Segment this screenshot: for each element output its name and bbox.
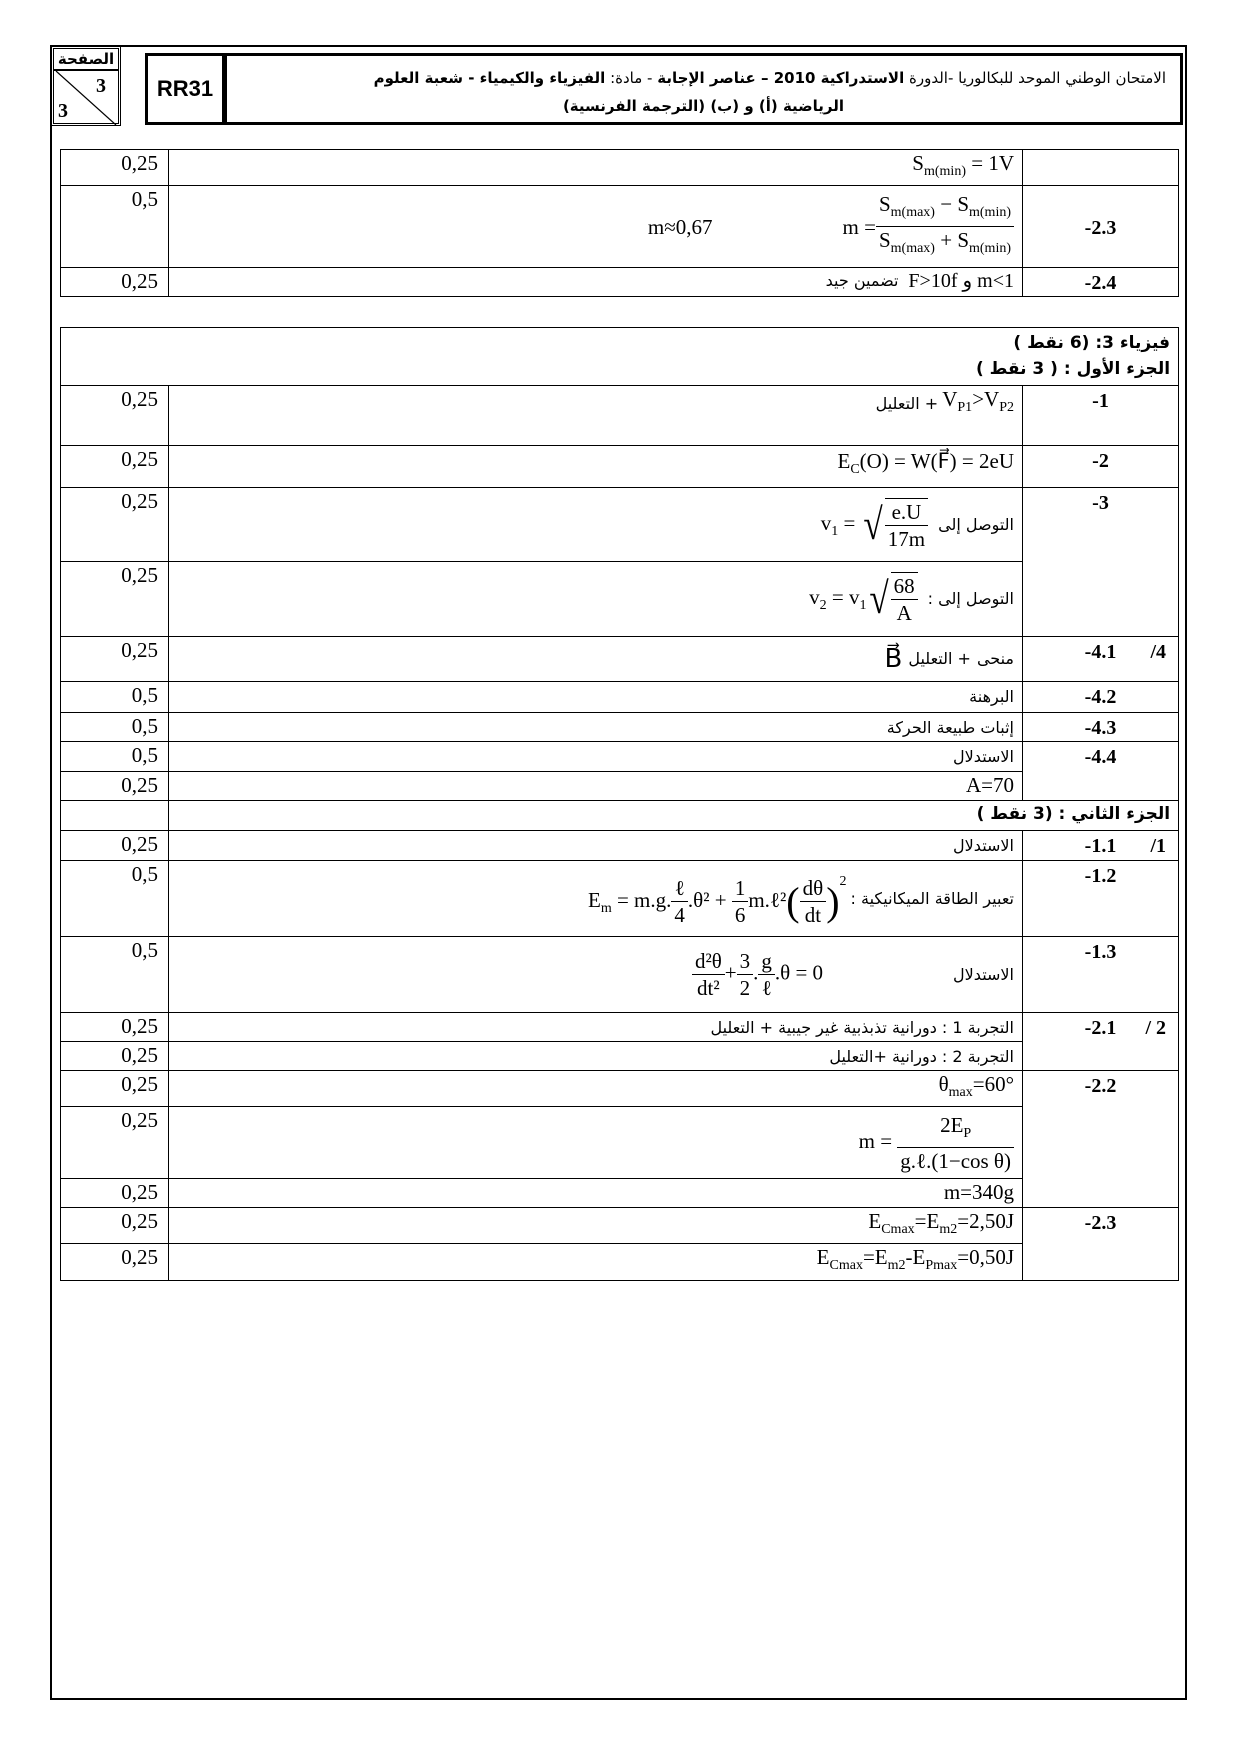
score: 0,25 (61, 1013, 169, 1042)
formula-part: > (972, 387, 985, 411)
table-row (61, 831, 1179, 861)
square-root: √ $\frac{68}{A}$ (867, 572, 918, 626)
answer (169, 446, 1023, 488)
table-row (61, 713, 1179, 742)
formula-part: dθ (800, 875, 827, 902)
formula-part: .θ = 0 (774, 960, 824, 985)
fraction (737, 948, 754, 1001)
formula-part: m(min) (969, 241, 1011, 257)
table-row (61, 1179, 1179, 1208)
formula-part: Cmax (829, 1258, 863, 1274)
title-part: الاستدراكية 2010 – عناصر الإجابة (657, 69, 905, 87)
question-number: -2.3 (1023, 1208, 1179, 1280)
score: 0,25 (61, 562, 169, 637)
question-number: -2.4 (1023, 268, 1179, 297)
formula-part: θ (938, 1072, 949, 1096)
section-title: فيزياء 3: (6 نقط ) (1013, 333, 1171, 353)
part-number: /4 (1150, 641, 1167, 663)
score: 0,25 (61, 1071, 169, 1107)
formula-part: P2 (999, 400, 1014, 416)
formula-part: ℓ (761, 976, 772, 1000)
score: 0,25 (61, 831, 169, 861)
formula-part: 2E (940, 1112, 964, 1137)
title-part: - مادة: (605, 69, 658, 87)
score: 0,25 (61, 386, 169, 446)
formula-part: 2 (839, 873, 847, 889)
answer (169, 831, 1023, 861)
formula-part: m = (858, 1128, 898, 1153)
answer (169, 488, 1023, 562)
question-number-text: -2.1 (1084, 1017, 1117, 1039)
table-row (61, 937, 1179, 1013)
question-number: -4.2 (1023, 682, 1179, 713)
formula-part: 4 (674, 903, 685, 928)
formula-part: E (816, 1245, 830, 1270)
answer-text: التجربة 1 : دورانية تذبذبية غير جيبية + التعليل (710, 1018, 1014, 1037)
formula-part: =E (914, 1209, 940, 1234)
table-row (61, 772, 1179, 801)
title-line2: الرياضية (أ) و (ب) (الترجمة الفرنسية) (562, 97, 845, 115)
question-number: -3 (1023, 488, 1179, 637)
answer-text: تضمين جيد (825, 271, 899, 291)
section-header-row (61, 801, 1179, 831)
answer-text: + التعليل (875, 393, 939, 413)
formula-part: − (934, 192, 958, 216)
formula-part: (O) = W(F⃗) = 2eU (859, 448, 1014, 473)
formula-part: m(min) (969, 205, 1011, 221)
answer (169, 937, 1023, 1013)
score: 0,5 (61, 861, 169, 937)
formula-part: S (957, 192, 969, 216)
formula-part: Cmax (881, 1222, 915, 1238)
formula-part: V (942, 387, 958, 411)
answer-table-1 (60, 149, 1179, 297)
formula-part: 68 (891, 573, 918, 600)
page-number: 3 (96, 75, 106, 97)
answer (169, 1208, 1023, 1244)
formula-part: .θ² + (687, 887, 732, 912)
part-title: الجزء الأول : ( 3 نقط ) (975, 359, 1171, 379)
question-number-text: -1.1 (1084, 835, 1117, 857)
title-part: الفيزياء والكيمياء - شعبة العلوم (373, 69, 606, 87)
answer: m=340g (169, 1179, 1023, 1208)
title-part: الامتحان الوطني الموحد للبكالوريا -الدورة (904, 69, 1166, 87)
formula-part: = v (826, 584, 860, 609)
answer (169, 562, 1023, 637)
answer-text: البرهنة (969, 687, 1014, 706)
table-row (61, 386, 1179, 446)
answer-table-2 (60, 327, 1179, 1281)
formula-part: S (878, 228, 891, 253)
score: 0,5 (61, 682, 169, 713)
formula-part: + (934, 228, 958, 253)
score: 0,25 (61, 772, 169, 801)
fraction (671, 875, 688, 928)
score: 0,25 (61, 150, 169, 186)
score: 0,25 (61, 446, 169, 488)
answer-label: منحى (976, 649, 1014, 668)
score: 0,25 (61, 488, 169, 562)
answer (169, 386, 1023, 446)
formula-part: m = (842, 214, 876, 239)
formula-part: m (600, 900, 612, 916)
table-row (61, 186, 1179, 268)
formula-part: dt² (697, 976, 720, 1000)
score: 0,25 (61, 268, 169, 297)
answer (169, 742, 1023, 772)
fraction (732, 875, 749, 928)
part-title: الجزء الثاني : (3 نقط ) (976, 804, 1171, 824)
score: 0,25 (61, 1179, 169, 1208)
exam-title (223, 53, 1183, 125)
answer (169, 1071, 1023, 1107)
page-label: الصفحة (54, 49, 118, 71)
answer-text: + التعليل (908, 649, 971, 668)
formula-part: m2 (887, 1258, 906, 1274)
answer (169, 150, 1023, 186)
formula-part: 1 (859, 598, 867, 613)
formula-part: g (758, 948, 775, 975)
formula-part: v (820, 510, 832, 535)
formula-part: =2,50J (957, 1209, 1014, 1234)
answer (169, 637, 1023, 682)
formula-part: m.ℓ² (748, 887, 787, 912)
formula-part: 2 (739, 976, 751, 1000)
formula-part: g.ℓ.(1−cos θ) (900, 1148, 1011, 1173)
question-number: -2 (1023, 446, 1179, 488)
formula-part: 3 (737, 948, 754, 975)
fraction (897, 1112, 1014, 1174)
formula-part: m(max) (890, 205, 935, 221)
formula-part: = m.g. (611, 887, 672, 912)
formula-part: d²θ (692, 948, 725, 975)
exam-code: RR31 (145, 53, 225, 125)
formula-part: =60° (972, 1072, 1014, 1096)
question-number: -4.3 (1023, 713, 1179, 742)
table-row (61, 1208, 1179, 1244)
part-number: / 2 (1145, 1017, 1167, 1039)
answer-label: التوصل إلى : (927, 589, 1014, 608)
result: m≈0,67 (647, 214, 713, 239)
formula-part: 17m (887, 526, 926, 551)
score: 0,25 (61, 1208, 169, 1244)
score: 0,25 (61, 1107, 169, 1179)
fraction (800, 875, 827, 928)
formula-part: E (837, 448, 851, 473)
question-number-text: -4.1 (1084, 641, 1117, 663)
formula-part: S (912, 151, 924, 175)
table-row (61, 488, 1179, 562)
table-row (61, 742, 1179, 772)
formula-part: v (809, 584, 820, 609)
part-number: /1 (1150, 835, 1167, 857)
vector-b: B⃗ (884, 644, 903, 673)
table-row (61, 861, 1179, 937)
formula-part: C (850, 462, 860, 477)
square-root: √ $\frac{e.U}{17m}$ (861, 498, 929, 552)
formula-part: 2 (819, 598, 827, 613)
condition: m<1 و F>10f (908, 270, 1014, 293)
formula-part: P (963, 1125, 972, 1141)
table-row (61, 562, 1179, 637)
table-row (61, 268, 1179, 297)
formula-part: 1 (732, 875, 749, 902)
answer (169, 1107, 1023, 1179)
formula-part: e.U (885, 499, 928, 526)
question-number (1023, 1013, 1179, 1071)
fraction (758, 948, 775, 1001)
formula-part: . (753, 960, 759, 985)
fraction (876, 191, 1014, 262)
score: 0,5 (61, 186, 169, 268)
question-number: -1.3 (1023, 937, 1179, 1013)
score: 0,25 (61, 1042, 169, 1071)
answer (169, 268, 1023, 297)
question-number (1023, 637, 1179, 682)
fraction (692, 948, 725, 1001)
formula-part: m2 (939, 1222, 958, 1238)
answer (169, 1013, 1023, 1042)
answer (169, 186, 1023, 268)
table-row (61, 1107, 1179, 1179)
answer-label: التوصل إلى (938, 514, 1014, 534)
score: 0,25 (61, 637, 169, 682)
answer (169, 1042, 1023, 1071)
score: 0,5 (61, 742, 169, 772)
answer-text: إثبات طبيعة الحركة (886, 718, 1014, 737)
formula-part: A (896, 601, 912, 625)
question-number: -4.4 (1023, 742, 1179, 801)
answer (169, 713, 1023, 742)
table-row (61, 1244, 1179, 1280)
formula-part: S (957, 228, 969, 253)
formula-part: -E (905, 1245, 926, 1270)
answer (169, 682, 1023, 713)
answer: A=70 (169, 772, 1023, 801)
answer-text: الاستدلال (953, 836, 1014, 855)
answer-text: التجربة 2 : دورانية +التعليل (829, 1047, 1014, 1066)
formula-part: E (587, 887, 601, 912)
formula-part: 1 (831, 523, 839, 539)
table-row (61, 682, 1179, 713)
formula-part: + (724, 960, 737, 985)
formula-part: S (878, 192, 891, 216)
score: 0,5 (61, 713, 169, 742)
score: 0,5 (61, 937, 169, 1013)
formula-part: E (868, 1209, 882, 1234)
formula-part: P1 (957, 400, 973, 416)
formula-part: m(max) (890, 241, 935, 257)
table-row (61, 150, 1179, 186)
section-header-row (61, 328, 1179, 386)
formula-part: = (838, 510, 861, 535)
table-row (61, 446, 1179, 488)
formula-part: =0,50J (957, 1245, 1014, 1270)
formula-part: dt (804, 903, 822, 928)
page-total: 3 (58, 100, 68, 122)
answer-text: الاستدلال (953, 747, 1014, 766)
answer-label: الاستدلال (953, 964, 1014, 984)
question-number (1023, 150, 1179, 186)
table-row (61, 637, 1179, 682)
formula-part: m(min) (923, 164, 966, 180)
answer: تعبير الطاقة الميكانيكية : $E_m = m.g$. $\frac{\text{ℓ}}{4}$ .θ² + $\frac{1}{6}$ m.ℓ²( $\frac{d\theta}{dt}$ )$^2$ (169, 861, 1023, 937)
score: 0,25 (61, 1244, 169, 1280)
formula-part: Pmax (925, 1258, 958, 1274)
table-row (61, 1042, 1179, 1071)
formula-part: =E (862, 1245, 888, 1270)
question-number (1023, 831, 1179, 861)
table-row (61, 1071, 1179, 1107)
answer-label: تعبير الطاقة الميكانيكية : (850, 888, 1014, 908)
formula-part: V (984, 387, 1000, 411)
formula-part: = 1V (965, 151, 1014, 175)
question-number: -1.2 (1023, 861, 1179, 937)
question-number: -2.3 (1023, 186, 1179, 268)
formula-part: max (948, 1085, 973, 1101)
formula-part: 6 (734, 903, 746, 928)
formula-part: ℓ (671, 875, 688, 902)
table-row (61, 1013, 1179, 1042)
page-number-box (51, 46, 121, 126)
question-number: -1 (1023, 386, 1179, 446)
question-number: -2.2 (1023, 1071, 1179, 1208)
answer (169, 1244, 1023, 1280)
